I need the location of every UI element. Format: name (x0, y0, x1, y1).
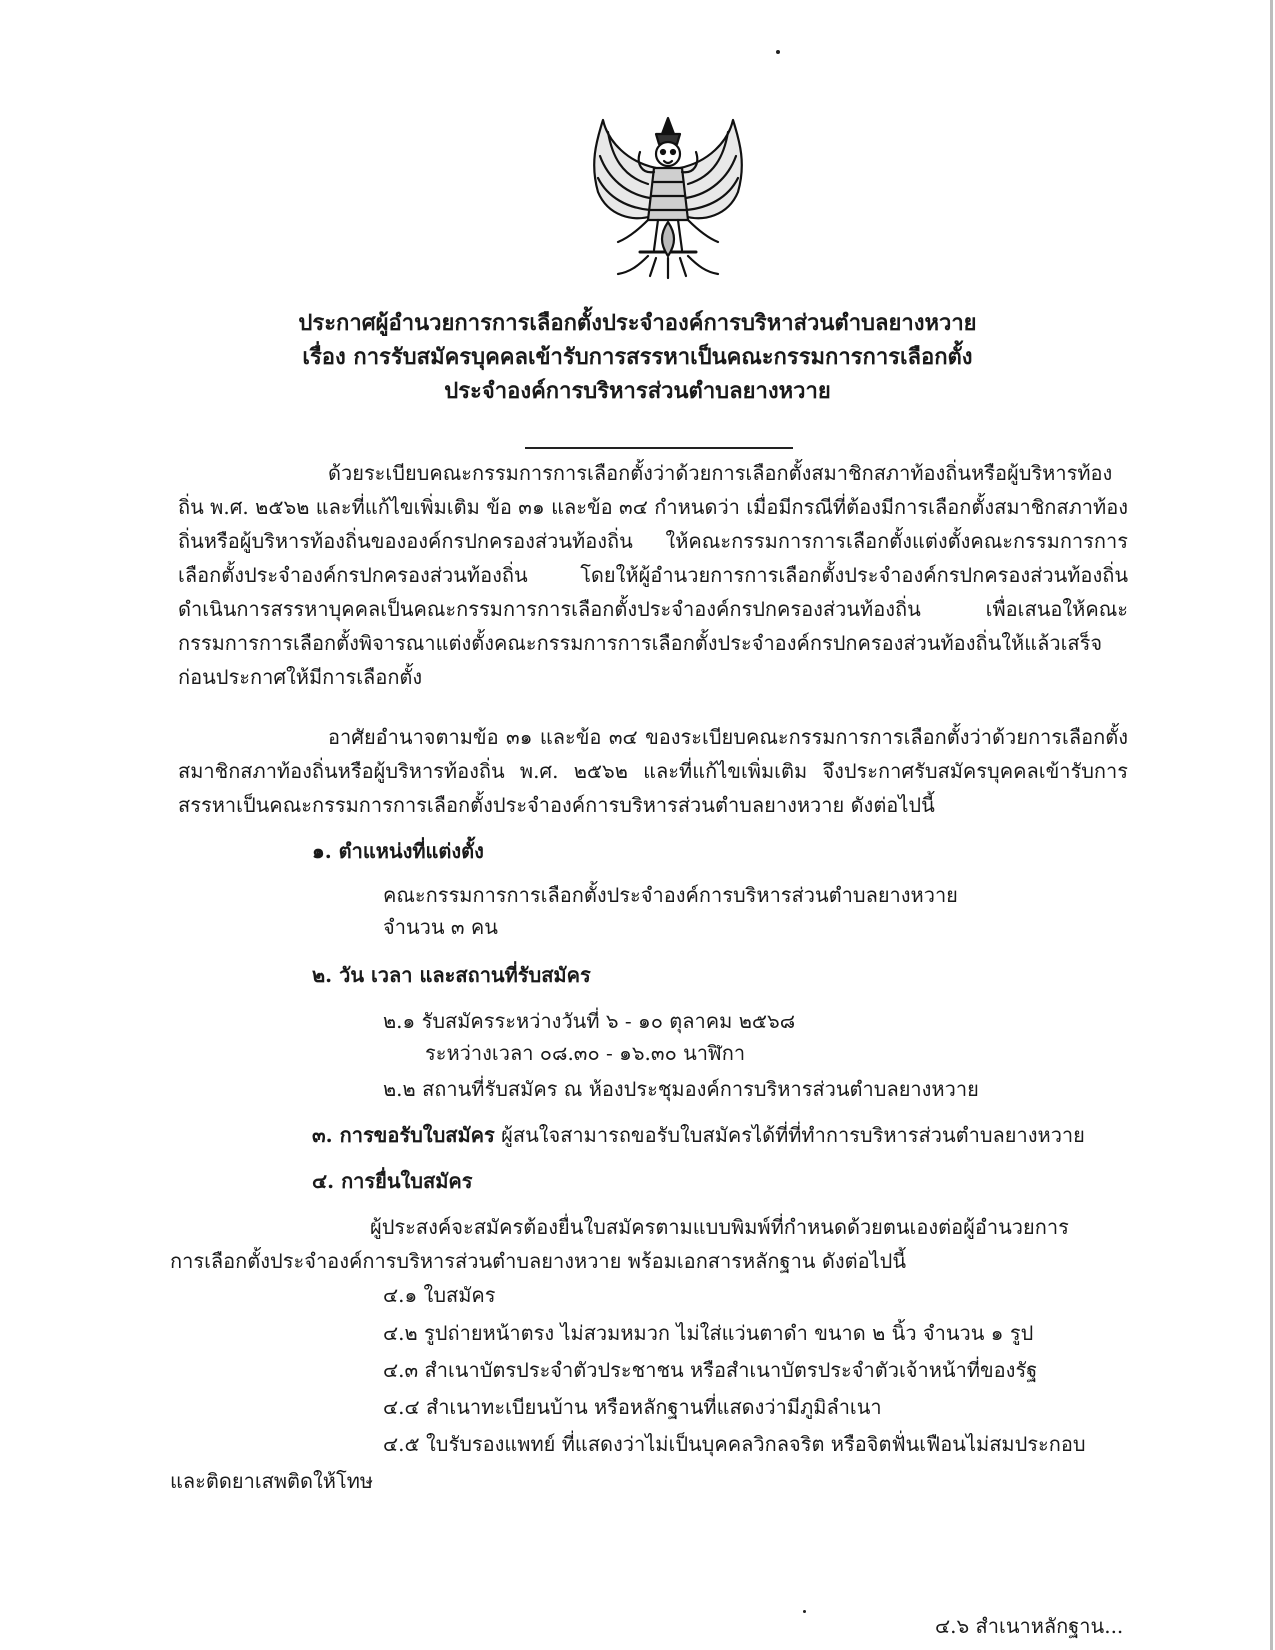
paragraph-1 (178, 456, 1128, 694)
garuda-emblem-icon (578, 112, 758, 282)
section-4-line-2: การเลือกตั้งประจำองค์การบริหารส่วนตำบลยางหวาย พร้อมเอกสารหลักฐาน ดังต่อไปนี้ (170, 1249, 907, 1273)
section-4-item-5: ๔.๕ ใบรับรองแพทย์ ที่แสดงว่าไม่เป็นบุคคลวิกลจริต หรือจิตฟั่นเฟือนไม่สมประกอบ (383, 1432, 1086, 1456)
header-line-1: ประกาศผู้อำนวยการการเลือกตั้งประจำองค์การบริหาส่วนตำบลยางหวาย (298, 310, 977, 336)
scan-edge (1270, 0, 1273, 1650)
scan-speck (776, 50, 780, 54)
page-continuation: ๔.๖ สำเนาหลักฐาน... (935, 1614, 1124, 1638)
header-divider (525, 447, 793, 449)
section-4-item-4: ๔.๔ สำเนาทะเบียนบ้าน หรือหลักฐานที่แสดงว่ามีภูมิลำเนา (383, 1395, 882, 1419)
section-4-item-1: ๔.๑ ใบสมัคร (383, 1283, 496, 1307)
section-3 (312, 1120, 1085, 1150)
section-4-item-3: ๔.๓ สำเนาบัตรประจำตัวประชาชน หรือสำเนาบัตรประจำตัวเจ้าหน้าที่ของรัฐ (383, 1358, 1038, 1382)
header-line-3: ประจำองค์การบริหารส่วนตำบลยางหวาย (444, 378, 831, 404)
section-2-item-2: ๒.๒ สถานที่รับสมัคร ณ ห้องประชุมองค์การบริหารส่วนตำบลยางหวาย (383, 1077, 979, 1101)
section-1-title: ๑. ตำแหน่งที่แต่งตั้ง (312, 839, 484, 863)
section-2-title: ๒. วัน เวลา และสถานที่รับสมัคร (312, 963, 591, 987)
paragraph-1-text: ด้วยระเบียบคณะกรรมการการเลือกตั้งว่าด้วยการเลือกตั้งสมาชิกสภาท้องถิ่นหรือผู้บริหารท้องถิ่น พ.ศ. ๒๕๖๒ และที่แก้ไขเพิ่มเติม ข้อ ๓๑ และข้อ ๓๔ กำหนดว่า เมื่อมีกรณีที่ต้องมีการเลือกตั้งสมาชิกสภาท้องถิ่นหรือผู้บริหารท้องถิ่นขององค์กรปกครองส่วนท้องถิ่น ให้คณะกรรมการการเลือกตั้งแต่งตั้งคณะกรรมการการเลือกตั้งประจำองค์กรปกครองส่วนท้องถิ่น โดยให้ผู้อำนวยการการเลือกตั้งประจำองค์กรปกครองส่วนท้องถิ่นดำเนินการสรรหาบุคคลเป็นคณะกรรมการการเลือกตั้งประจำองค์กรปกครองส่วนท้องถิ่น เพื่อเสนอให้คณะกรรมการการเลือกตั้งพิจารณาแต่งตั้งคณะกรรมการการเลือกตั้งประจำองค์กรปกครองส่วนท้องถิ่นให้แล้วเสร็จก่อนประกาศให้มีการเลือกตั้ง (178, 461, 1128, 689)
section-3-title: ๓. การขอรับใบสมัคร (312, 1123, 495, 1147)
section-4-line-1: ผู้ประสงค์จะสมัครต้องยื่นใบสมัครตามแบบพิมพ์ที่กำหนดด้วยตนเองต่อผู้อำนวยการ (370, 1215, 1069, 1239)
paragraph-2-text: อาศัยอำนาจตามข้อ ๓๑ และข้อ ๓๔ ของระเบียบคณะกรรมการการเลือกตั้งว่าด้วยการเลือกตั้งสมาชิกสภาท้องถิ่นหรือผู้บริหารท้องถิ่น พ.ศ. ๒๕๖๒ และที่แก้ไขเพิ่มเติม จึงประกาศรับสมัครบุคคลเข้ารับการสรรหาเป็นคณะกรรมการการเลือกตั้งประจำองค์การบริหารส่วนตำบลยางหวาย ดังต่อไปนี้ (178, 725, 1128, 817)
section-4-item-5-cont: และติดยาเสพติดให้โทษ (170, 1469, 374, 1493)
paragraph-2 (178, 720, 1128, 822)
section-2-item-1-time: ระหว่างเวลา ๐๘.๓๐ - ๑๖.๓๐ นาฬิกา (425, 1041, 746, 1065)
section-2-item-1: ๒.๑ รับสมัครระหว่างวันที่ ๖ - ๑๐ ตุลาคม ๒๕๖๘ (383, 1009, 796, 1033)
section-4-title: ๔. การยื่นใบสมัคร (312, 1169, 473, 1193)
section-1-line-1: คณะกรรมการการเลือกตั้งประจำองค์การบริหารส่วนตำบลยางหวาย (383, 883, 958, 907)
header-line-2: เรื่อง การรับสมัครบุคคลเข้ารับการสรรหาเป็นคณะกรรมการการเลือกตั้ง (302, 344, 973, 370)
announcement-header (240, 306, 1035, 408)
section-3-text: ผู้สนใจสามารถขอรับใบสมัครได้ที่ที่ทำการบริหารส่วนตำบลยางหวาย (494, 1123, 1085, 1147)
section-1-line-2: จำนวน ๓ คน (383, 915, 498, 939)
section-4-item-2: ๔.๒ รูปถ่ายหน้าตรง ไม่สวมหมวก ไม่ใส่แว่นตาดำ ขนาด ๒ นิ้ว จำนวน ๑ รูป (383, 1321, 1034, 1345)
scan-speck (803, 1610, 806, 1613)
